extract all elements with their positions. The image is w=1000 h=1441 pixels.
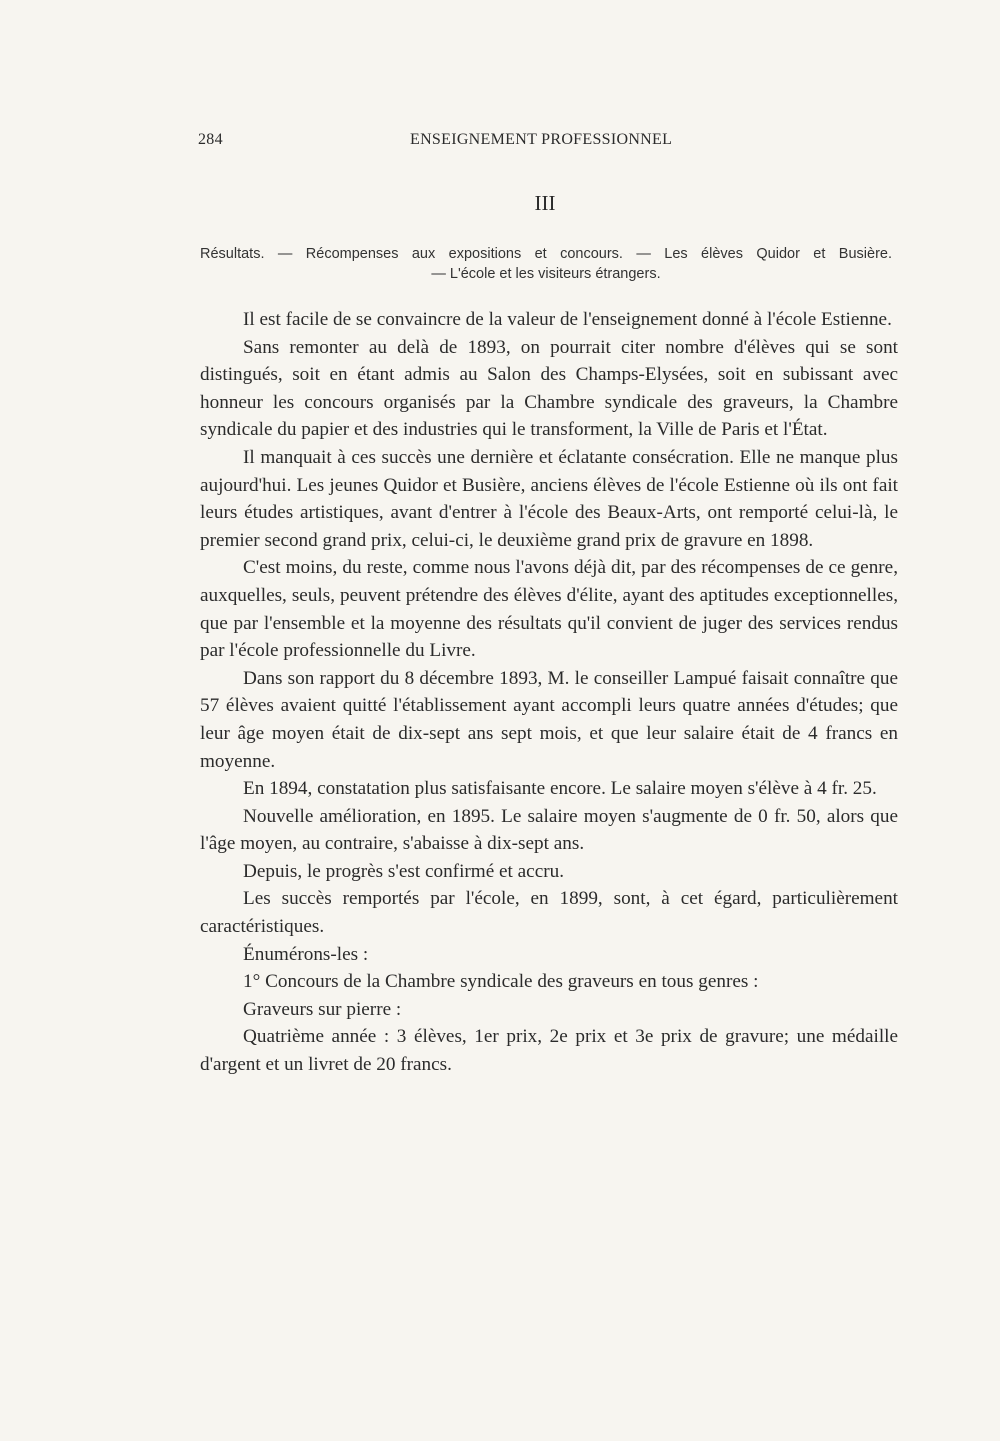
- body-text: [200, 306, 898, 1079]
- section-summary: [200, 244, 892, 284]
- running-title: ENSEIGNEMENT PROFESSIONNEL: [410, 131, 673, 148]
- paragraph: C'est moins, du reste, comme nous l'avons déjà dit, par des récompenses de ce genre, auxquelles, seuls, peuvent prétendre des élèves d'élite, ayant des aptitudes exceptionnelles, que par l'ensemble et la moyenne des résultats qu'il convient de juger des services rendus par l'école professionnelle du Livre.: [200, 557, 898, 662]
- paragraph: En 1894, constatation plus satisfaisante encore. Le salaire moyen s'élève à 4 fr. 25.: [243, 778, 877, 800]
- paragraph: Il manquait à ces succès une dernière et éclatante consécration. Elle ne manque plus aujourd'hui. Les jeunes Quidor et Busière, anciens élèves de l'école Estienne où ils ont fait leurs études artistiques, avant d'entrer à l'école des Beaux-Arts, ont remporté celui-là, le premier second grand prix, celui-ci, le deuxième grand prix de gravure en 1898.: [200, 446, 898, 551]
- paragraph: Nouvelle amélioration, en 1895. Le salaire moyen s'augmente de 0 fr. 50, alors que l'âge moyen, au contraire, s'abaisse à dix-sept ans.: [200, 805, 898, 855]
- paragraph: Graveurs sur pierre :: [243, 998, 402, 1020]
- running-head: [198, 131, 898, 155]
- paragraph: Quatrième année : 3 élèves, 1er prix, 2e prix et 3e prix de gravure; une médaille d'argent et un livret de 20 francs.: [200, 1026, 898, 1076]
- summary-line-1: Résultats. — Récompenses aux expositions et concours. — Les élèves Quidor et Busière.: [200, 246, 892, 262]
- paragraph: 1° Concours de la Chambre syndicale des graveurs en tous genres :: [243, 971, 759, 993]
- summary-line-2: — L'école et les visiteurs étrangers.: [431, 266, 661, 282]
- paragraph: Les succès remportés par l'école, en 1899, sont, à cet égard, particulièrement caractéristiques.: [200, 888, 898, 938]
- paragraph: Dans son rapport du 8 décembre 1893, M. le conseiller Lampué faisait connaître que 57 élèves avaient quitté l'établissement ayant accompli leurs quatre années d'études; que leur âge moyen était de dix-sept ans sept mois, et que leur salaire était de 4 francs en moyenne.: [200, 667, 898, 772]
- paragraph: Sans remonter au delà de 1893, on pourrait citer nombre d'élèves qui se sont distingués, soit en étant admis au Salon des Champs-Elysées, soit en subissant avec honneur les concours organisés par la Chambre syndicale des graveurs, la Chambre syndicale du papier et des industries qui le transforment, la Ville de Paris et l'État.: [200, 336, 898, 441]
- paragraph: Il est facile de se convaincre de la valeur de l'enseignement donné à l'école Estienne.: [243, 309, 892, 330]
- section-number: III: [534, 191, 556, 215]
- paragraph: Énumérons-les :: [243, 943, 369, 965]
- page-number: 284: [198, 131, 223, 148]
- paragraph: Depuis, le progrès s'est confirmé et accru.: [243, 860, 564, 882]
